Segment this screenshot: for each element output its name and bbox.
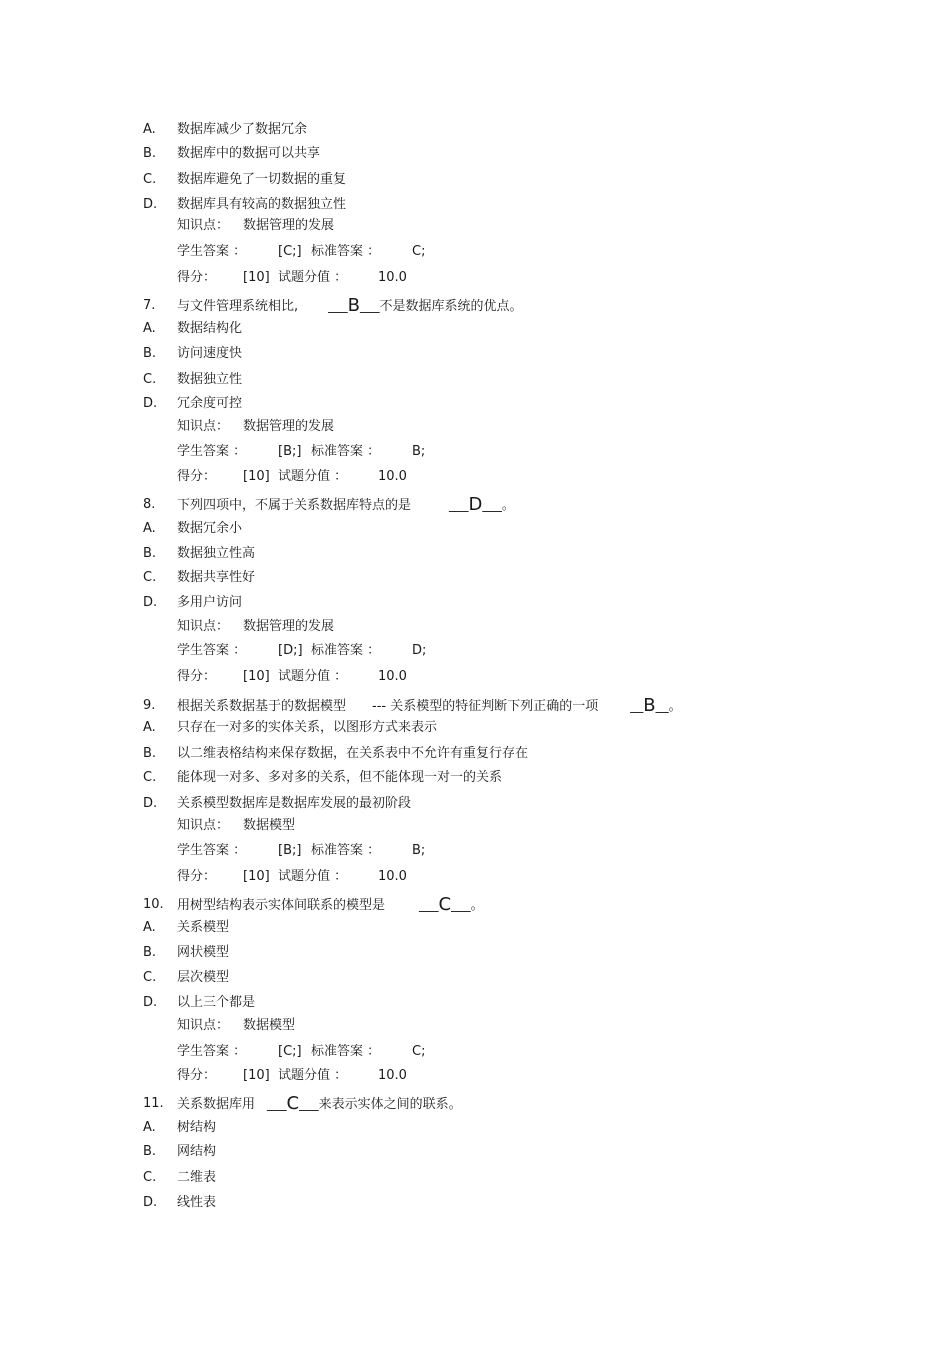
question-text: 关系数据库用 [177, 1097, 256, 1112]
question-text: 与文件管理系统相比, [177, 299, 299, 314]
question-text: 用树型结构表示实体间联系的模型是 [177, 898, 386, 913]
answer-letter: C [438, 894, 452, 915]
answer-letter: C [286, 1093, 300, 1114]
question-text: 下列四项中，不属于关系数据库特点的是 [177, 498, 412, 513]
answer-letter: B [643, 695, 656, 716]
question-text: 根据关系数据基于的数据模型 [177, 699, 347, 714]
answer-letter: B [347, 295, 360, 316]
answer-letter: D [468, 494, 483, 515]
